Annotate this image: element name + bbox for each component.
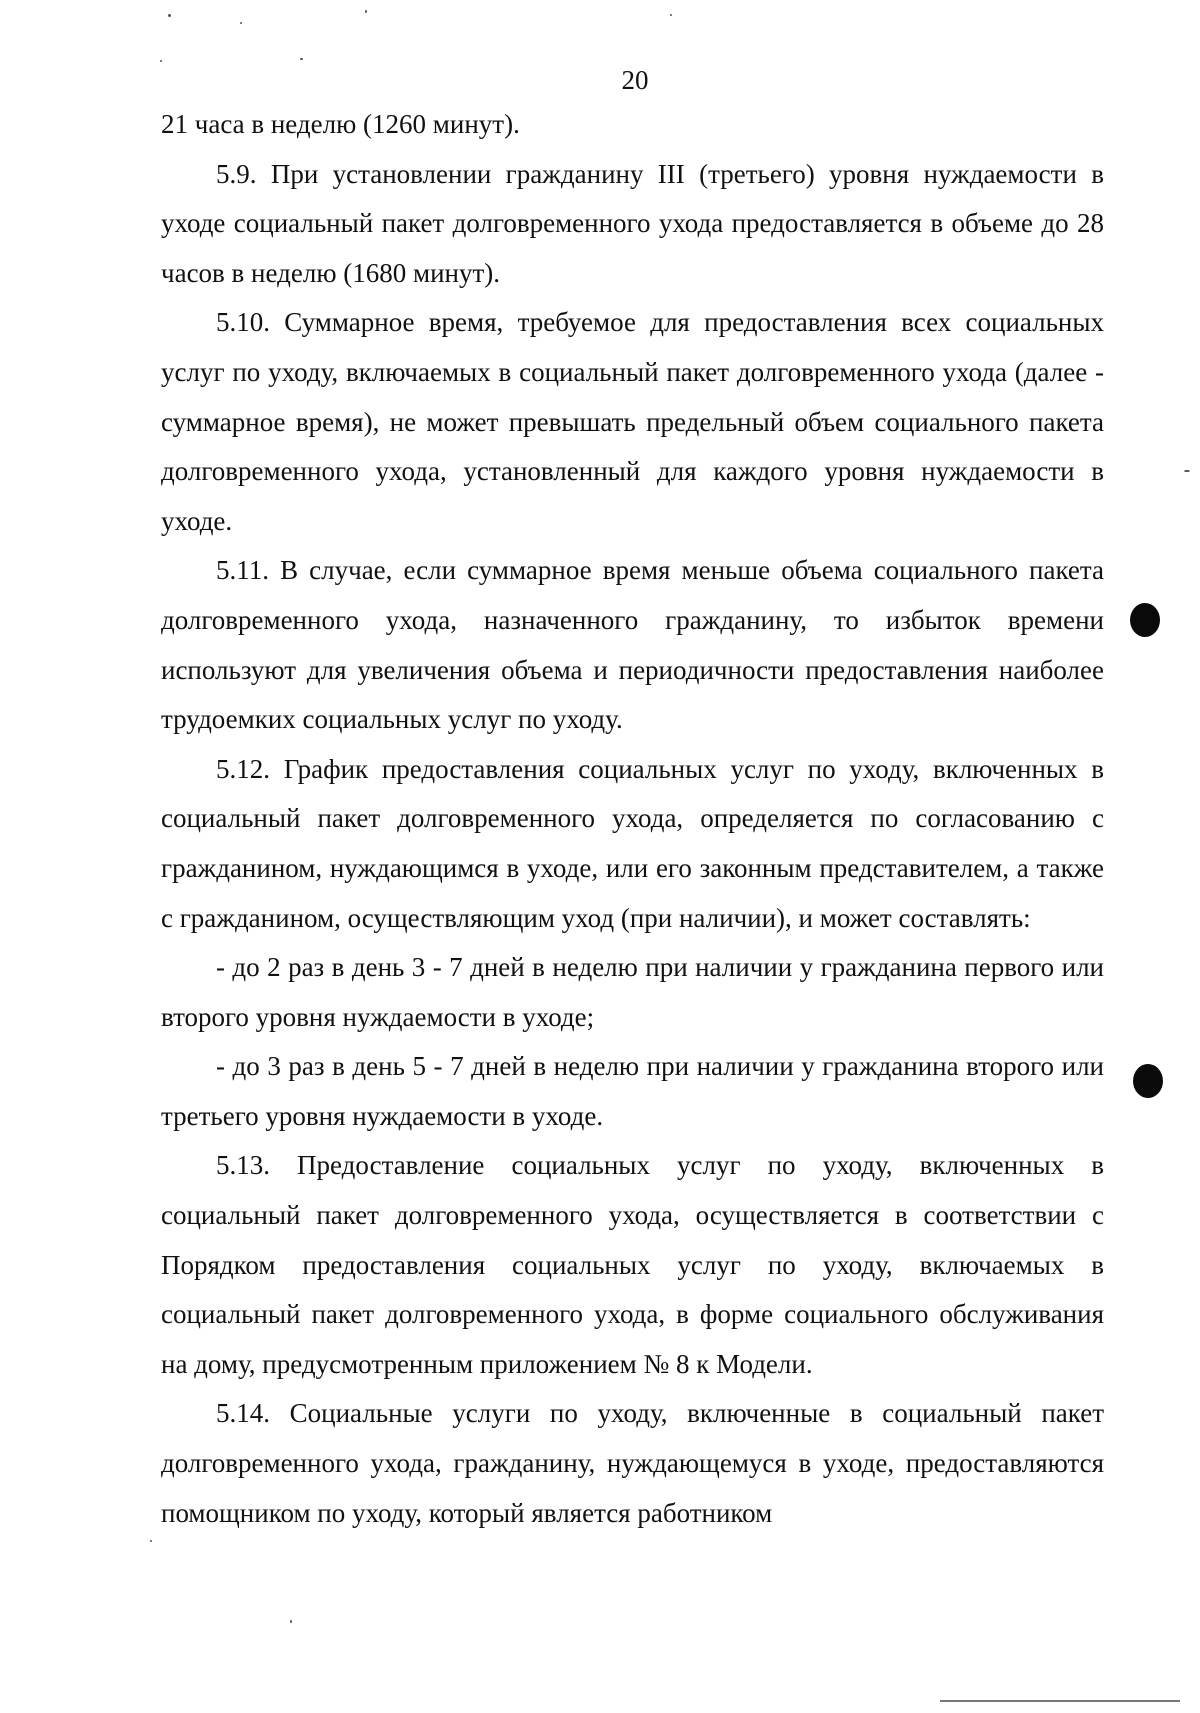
paragraph-5-13: 5.13. Предоставление социальных услуг по уходу, включенных в социальный пакет долговременного ухода, осуществляется в соответствии с Порядком предоставления социальных услуг по уходу, включаемых в социальный пакет долговременного ухода, в форме социального обслуживания на дому, предусмотренным приложением № 8 к Модели. [161, 1150, 1104, 1379]
paragraph-continuation: 21 часа в неделю (1260 минут). [161, 109, 520, 139]
scan-speck [670, 14, 672, 16]
paragraph-5-12: 5.12. График предоставления социальных услуг по уходу, включенных в социальный пакет долговременного ухода, определяется по согласованию с гражданином, нуждающимся в уходе, или его законным представителем, а также с гражданином, осуществляющим уход (при наличии), и может составлять: [161, 753, 1104, 933]
punch-hole-mark [1133, 1064, 1163, 1098]
page-number: 20 [621, 65, 649, 95]
list-item-first: - до 2 раз в день 3 - 7 дней в неделю при наличии у гражданина первого или второго уровня нуждаемости в уходе; [161, 952, 1104, 1032]
paragraph-5-14: 5.14. Социальные услуги по уходу, включенные в социальный пакет долговременного ухода, гражданину, нуждающемуся в уходе, предоставляются помощником по уходу, который является работником [161, 1398, 1104, 1528]
scan-speck [300, 58, 303, 60]
paragraph-5-9: 5.9. При установлении гражданину III (третьего) уровня нуждаемости в уходе социальный пакет долговременного ухода предоставляется в объеме до 28 часов в неделю (1680 минут). [161, 158, 1104, 288]
paragraph-5-11: 5.11. В случае, если суммарное время меньше объема социального пакета долговременного ухода, назначенного гражданину, то избыток времени используют для увеличения объема и периодичности предоставления наиболее трудоемких социальных услуг по уходу. [161, 555, 1104, 735]
scan-edge-line [940, 1700, 1180, 1702]
scan-speck [150, 1540, 152, 1542]
list-item-second: - до 3 раз в день 5 - 7 дней в неделю при наличии у гражданина второго или третьего уровня нуждаемости в уходе. [161, 1051, 1104, 1131]
scan-speck [290, 1620, 292, 1623]
document-body [161, 100, 1104, 1538]
scan-speck [240, 22, 242, 24]
paragraph-5-10: 5.10. Суммарное время, требуемое для предоставления всех социальных услуг по уходу, включаемых в социальный пакет долговременного ухода (далее - суммарное время), не может превышать предельный объем социального пакета долговременного ухода, установленный для каждого уровня нуждаемости в уходе. [161, 307, 1104, 536]
scan-speck [365, 10, 367, 13]
scan-speck [168, 14, 171, 17]
scan-speck [1184, 470, 1190, 472]
punch-hole-mark [1130, 603, 1160, 637]
scan-speck [160, 60, 162, 62]
